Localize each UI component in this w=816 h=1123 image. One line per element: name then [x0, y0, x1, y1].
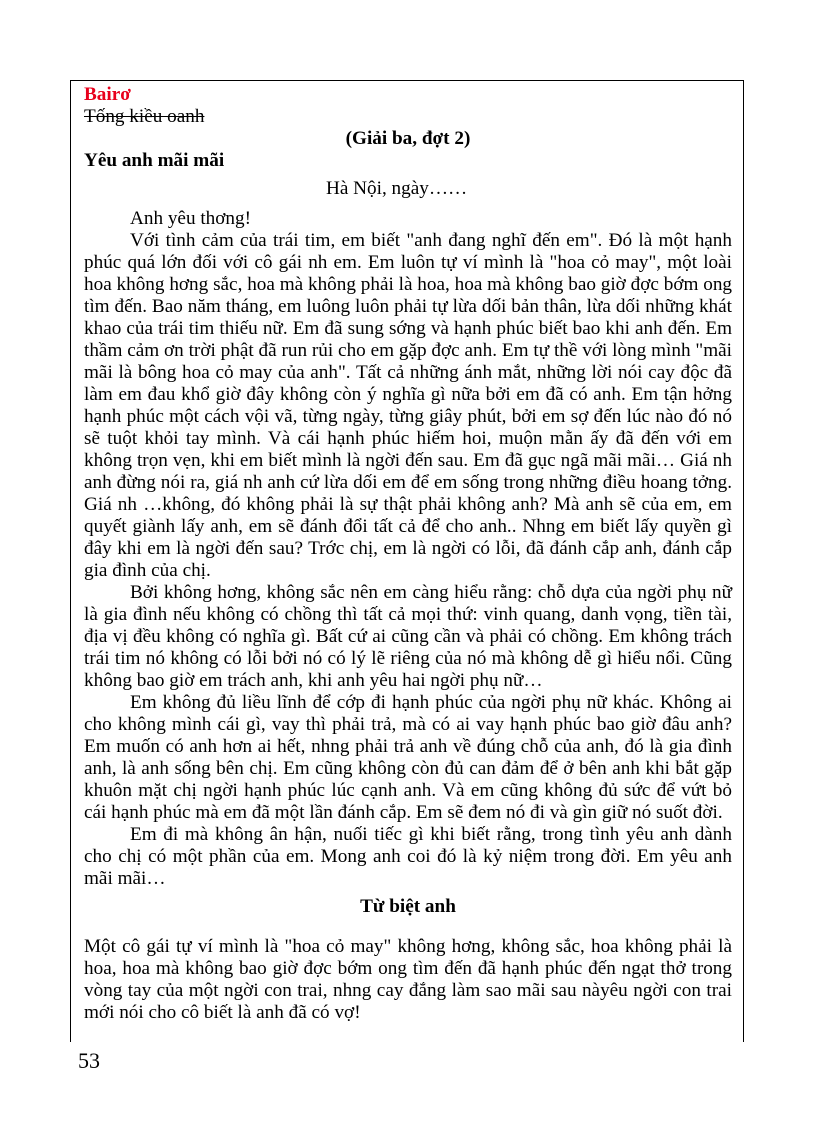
place-date: Hà Nội, ngày…… [326, 178, 468, 199]
letter-paragraph: Em đi mà không ân hận, nuối tiếc gì khi biết rằng, trong tình yêu anh dành cho chị có một phần của em. Mong anh coi đó là kỷ niệm trong đời. Em yêu anh mãi mãi… [84, 824, 732, 889]
page-content [84, 84, 732, 1024]
page-number: 53 [78, 1048, 100, 1073]
author-name-red: Bairơ [84, 84, 131, 105]
letter-paragraph: Em không đủ liều lĩnh để cớp đi hạnh phúc của ngời phụ nữ khác. Không ai cho không mình cái gì, vay thì phải trả, mà có ai vay hạnh phúc bao giờ đâu anh? Em muốn có anh hơn ai hết, nhng phải trả anh về đúng chỗ của anh, đó là gia đình anh, là anh sống bên chị. Em cũng không còn đủ can đảm để ở bên anh khi bắt gặp khuôn mặt chị ngời hạnh phúc lúc cạnh anh. Và em cũng không đủ sức để vứt bỏ cái hạnh phúc mà em đã một lần đánh cắp. Em sẽ đem nó đi và gìn giữ nó suốt đời. [84, 692, 732, 823]
letter-title: Yêu anh mãi mãi [84, 150, 225, 171]
letter-paragraph: Với tình cảm của trái tim, em biết "anh đang nghĩ đến em". Đó là một hạnh phúc quá lớn đối với cô gái nh em. Em luôn tự ví mình là "hoa cỏ may", một loài hoa không hơng sắc, hoa mà không phải là hoa, hoa mà không bao giờ đợc bớm ong tìm đến. Bao năm tháng, em luông luôn phải tự lừa dối bản thân, lừa dối những khát khao của trái tim thiếu nữ. Em đã sung sớng và hạnh phúc biết bao khi anh đến. Em thầm cảm ơn trời phật đã run rủi cho em gặp đợc anh. Em tự thề với lòng mình "mãi mãi là bông hoa cỏ may của anh". Tất cả những ánh mắt, những lời nói cay độc đã làm em đau khổ giờ đây không còn ý nghĩa gì nữa bởi em đã có anh. Em tận hởng hạnh phúc một cách vội vã, từng ngày, từng giây phút, bởi em sợ đến lúc nào đó nó sẽ tuột khỏi tay mình. Và cái hạnh phúc hiếm hoi, muộn mằn ấy đã đến với em không trọn vẹn, khi em biết mình là ngời đến sau. Em đã gục ngã mãi mãi… Giá nh anh đừng nói ra, giá nh anh cứ lừa dối em để em sống trong những điều hoang tởng. Giá nh …không, đó không phải là sự thật phải không anh? Mà anh sẽ của em, em quyết giành lấy anh, em sẽ đánh đổi tất cả để cho anh.. Nhng em biết lấy quyền gì đây khi em là ngời đến sau? Trớc chị, em là ngời có lỗi, đã đánh cắp anh, đánh cắp gia đình của chị. [84, 230, 732, 581]
letter-greeting: Anh yêu thơng! [130, 208, 251, 229]
award-label: (Giải ba, đợt 2) [345, 128, 471, 149]
author-name-struck: Tống kiều oanh [84, 106, 205, 127]
section-title: Từ biệt anh [360, 896, 456, 917]
letter-paragraph: Bởi không hơng, không sắc nên em càng hiểu rằng: chỗ dựa của ngời phụ nữ là gia đình nếu không có chồng thì tất cả mọi thứ: vinh quang, danh vọng, tiền tài, địa vị đều không có nghĩa gì. Bất cứ ai cũng cần và phải có chồng. Em không trách trái tim nó không có lỗi bởi nó có lý lẽ riêng của nó mà không dễ gì hiểu nổi. Cũng không bao giờ em trách anh, khi anh yêu hai ngời phụ nữ… [84, 582, 732, 691]
section-paragraph: Một cô gái tự ví mình là "hoa cỏ may" không hơng, không sắc, hoa không phải là hoa, hoa mà không bao giờ đợc bớm ong tìm đến đã hạnh phúc đến ngạt thở trong vòng tay của một ngời con trai, nhng cay đắng làm sao mãi sau nàyêu ngời con trai mới nói cho cô biết là anh đã có vợ! [84, 936, 732, 1023]
